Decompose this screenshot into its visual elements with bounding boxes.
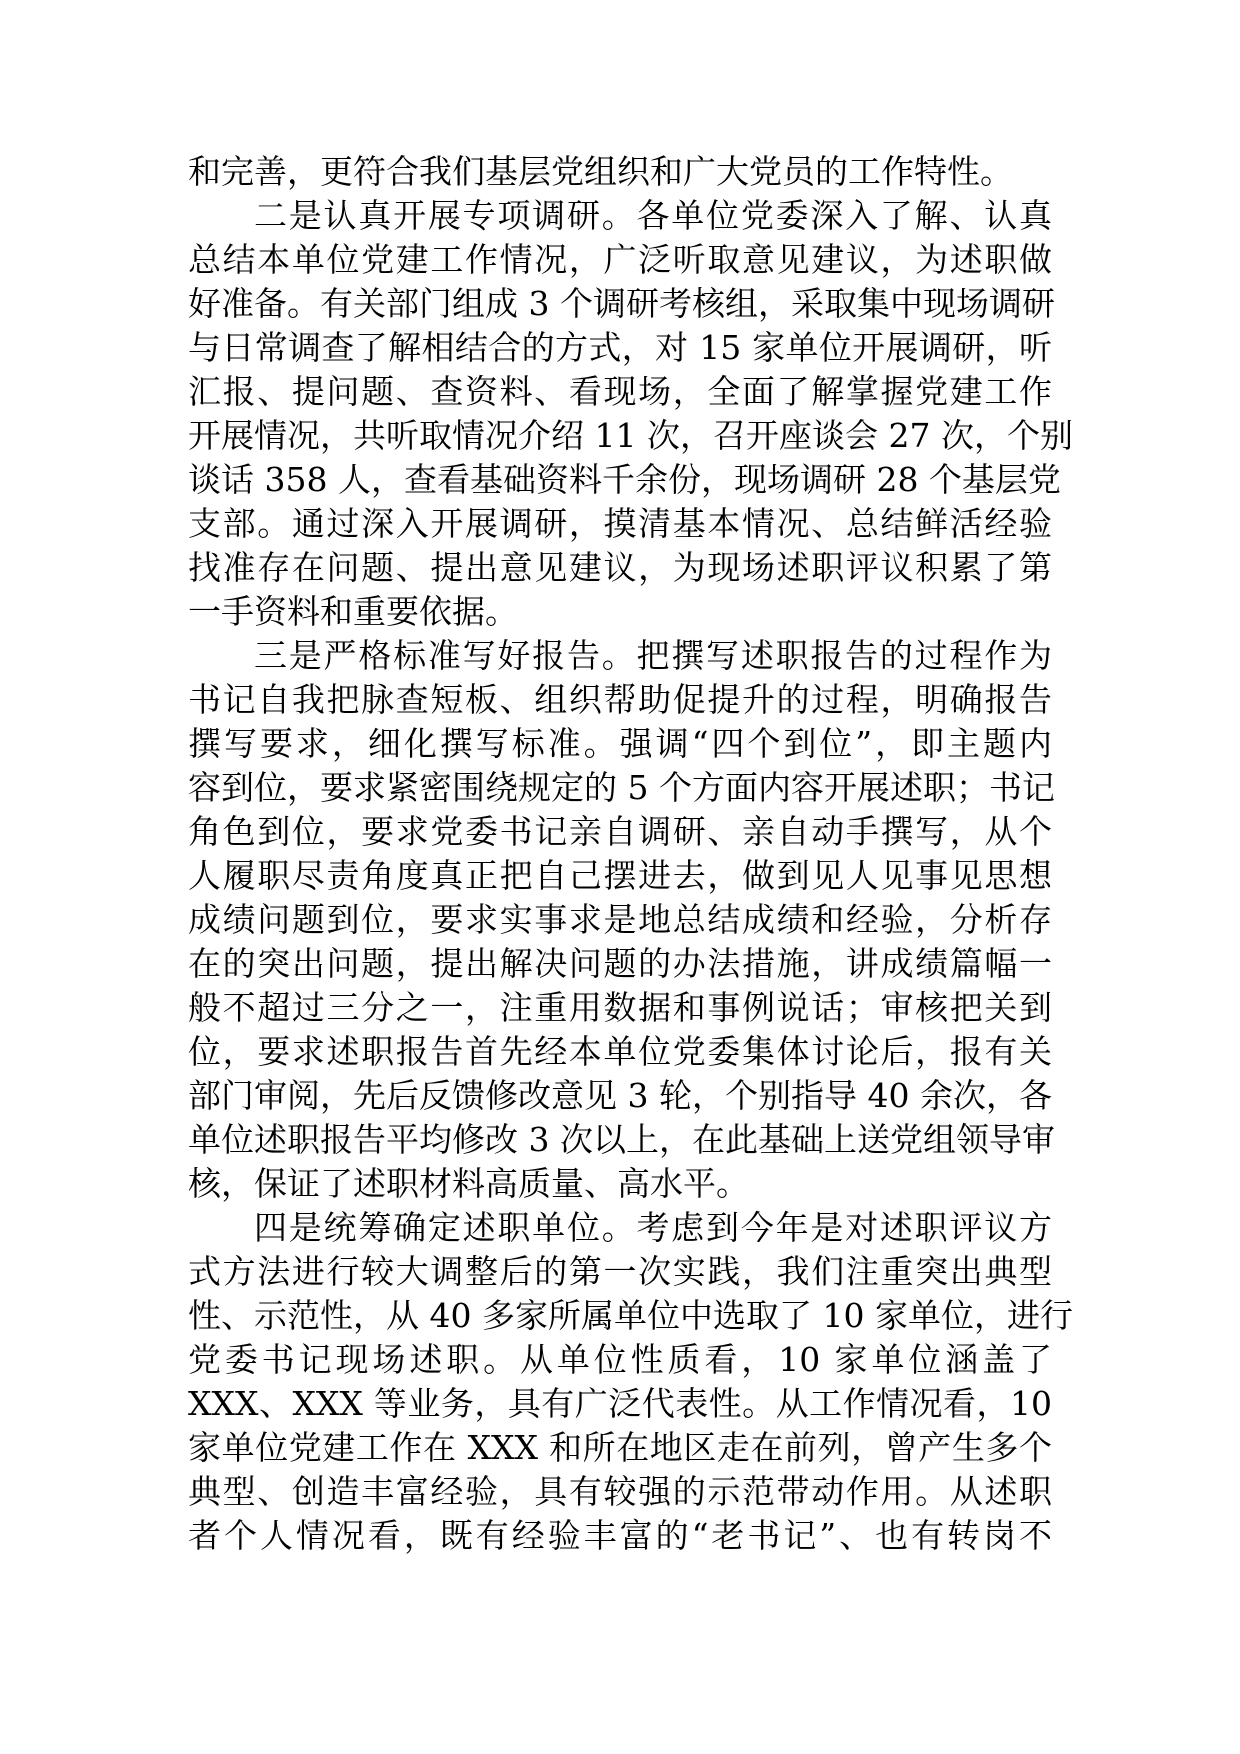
text-line: 成绩问题到位，要求实事求是地总结成绩和经验，分析存 bbox=[188, 900, 1052, 939]
text-line: 般不超过三分之一，注重用数据和事例说话；审核把关到 bbox=[188, 988, 1052, 1027]
text-line: 核，保证了述职材料高质量、高水平。 bbox=[188, 1164, 749, 1203]
text-line: 汇报、提问题、查资料、看现场，全面了解掌握党建工作 bbox=[188, 372, 1052, 411]
text-line: 支部。通过深入开展调研，摸清基本情况、总结鲜活经验 bbox=[188, 504, 1052, 543]
text-line: 典型、创造丰富经验，具有较强的示范带动作用。从述职 bbox=[188, 1472, 1052, 1511]
text-line: 党委书记现场述职。从单位性质看，10 家单位涵盖了 bbox=[188, 1340, 1052, 1379]
text-line: 总结本单位党建工作情况，广泛听取意见建议，为述职做 bbox=[188, 240, 1052, 279]
text-line: 撰写要求，细化撰写标准。强调“四个到位”，即主题内 bbox=[188, 724, 1052, 763]
text-line: 找准存在问题、提出意见建议，为现场述职评议积累了第 bbox=[188, 548, 1052, 587]
text-line: 人履职尽责角度真正把自己摆进去，做到见人见事见思想 bbox=[188, 856, 1052, 895]
text-line: 性、示范性，从 40 多家所属单位中选取了 10 家单位，进行 bbox=[188, 1296, 1073, 1335]
text-line: 式方法进行较大调整后的第一次实践，我们注重突出典型 bbox=[188, 1252, 1052, 1291]
document-body bbox=[188, 150, 1073, 1558]
text-line: 角色到位，要求党委书记亲自调研、亲自动手撰写，从个 bbox=[188, 812, 1052, 851]
text-line: 者个人情况看，既有经验丰富的“老书记”、也有转岗不 bbox=[188, 1516, 1052, 1555]
text-line: 家单位党建工作在 XXX 和所在地区走在前列，曾产生多个 bbox=[188, 1428, 1052, 1467]
paragraph-start-line: 三是严格标准写好报告。把撰写述职报告的过程作为 bbox=[254, 636, 1052, 675]
text-line: 书记自我把脉查短板、组织帮助促提升的过程，明确报告 bbox=[188, 680, 1052, 719]
text-line: 好准备。有关部门组成 3 个调研考核组，采取集中现场调研 bbox=[188, 284, 1055, 323]
text-line: 与日常调查了解相结合的方式，对 15 家单位开展调研，听 bbox=[188, 328, 1052, 367]
paragraph-start-line: 四是统筹确定述职单位。考虑到今年是对述职评议方 bbox=[254, 1208, 1052, 1247]
text-line: 部门审阅，先后反馈修改意见 3 轮，个别指导 40 余次，各 bbox=[188, 1076, 1052, 1115]
text-line: 容到位，要求紧密围绕规定的 5 个方面内容开展述职；书记 bbox=[188, 768, 1055, 807]
text-line: 在的突出问题，提出解决问题的办法措施，讲成绩篇幅一 bbox=[188, 944, 1052, 983]
text-line: XXX、XXX 等业务，具有广泛代表性。从工作情况看，10 bbox=[188, 1384, 1052, 1423]
text-line: 一手资料和重要依据。 bbox=[188, 592, 518, 631]
text-line: 和完善，更符合我们基层党组织和广大党员的工作特性。 bbox=[188, 152, 1013, 191]
text-line: 位，要求述职报告首先经本单位党委集体讨论后，报有关 bbox=[188, 1032, 1052, 1071]
paragraph-start-line: 二是认真开展专项调研。各单位党委深入了解、认真 bbox=[254, 196, 1052, 235]
text-line: 谈话 358 人，查看基础资料千余份，现场调研 28 个基层党 bbox=[188, 460, 1061, 499]
text-line: 开展情况，共听取情况介绍 11 次，召开座谈会 27 次，个别 bbox=[188, 416, 1073, 455]
text-line: 单位述职报告平均修改 3 次以上，在此基础上送党组领导审 bbox=[188, 1120, 1055, 1159]
